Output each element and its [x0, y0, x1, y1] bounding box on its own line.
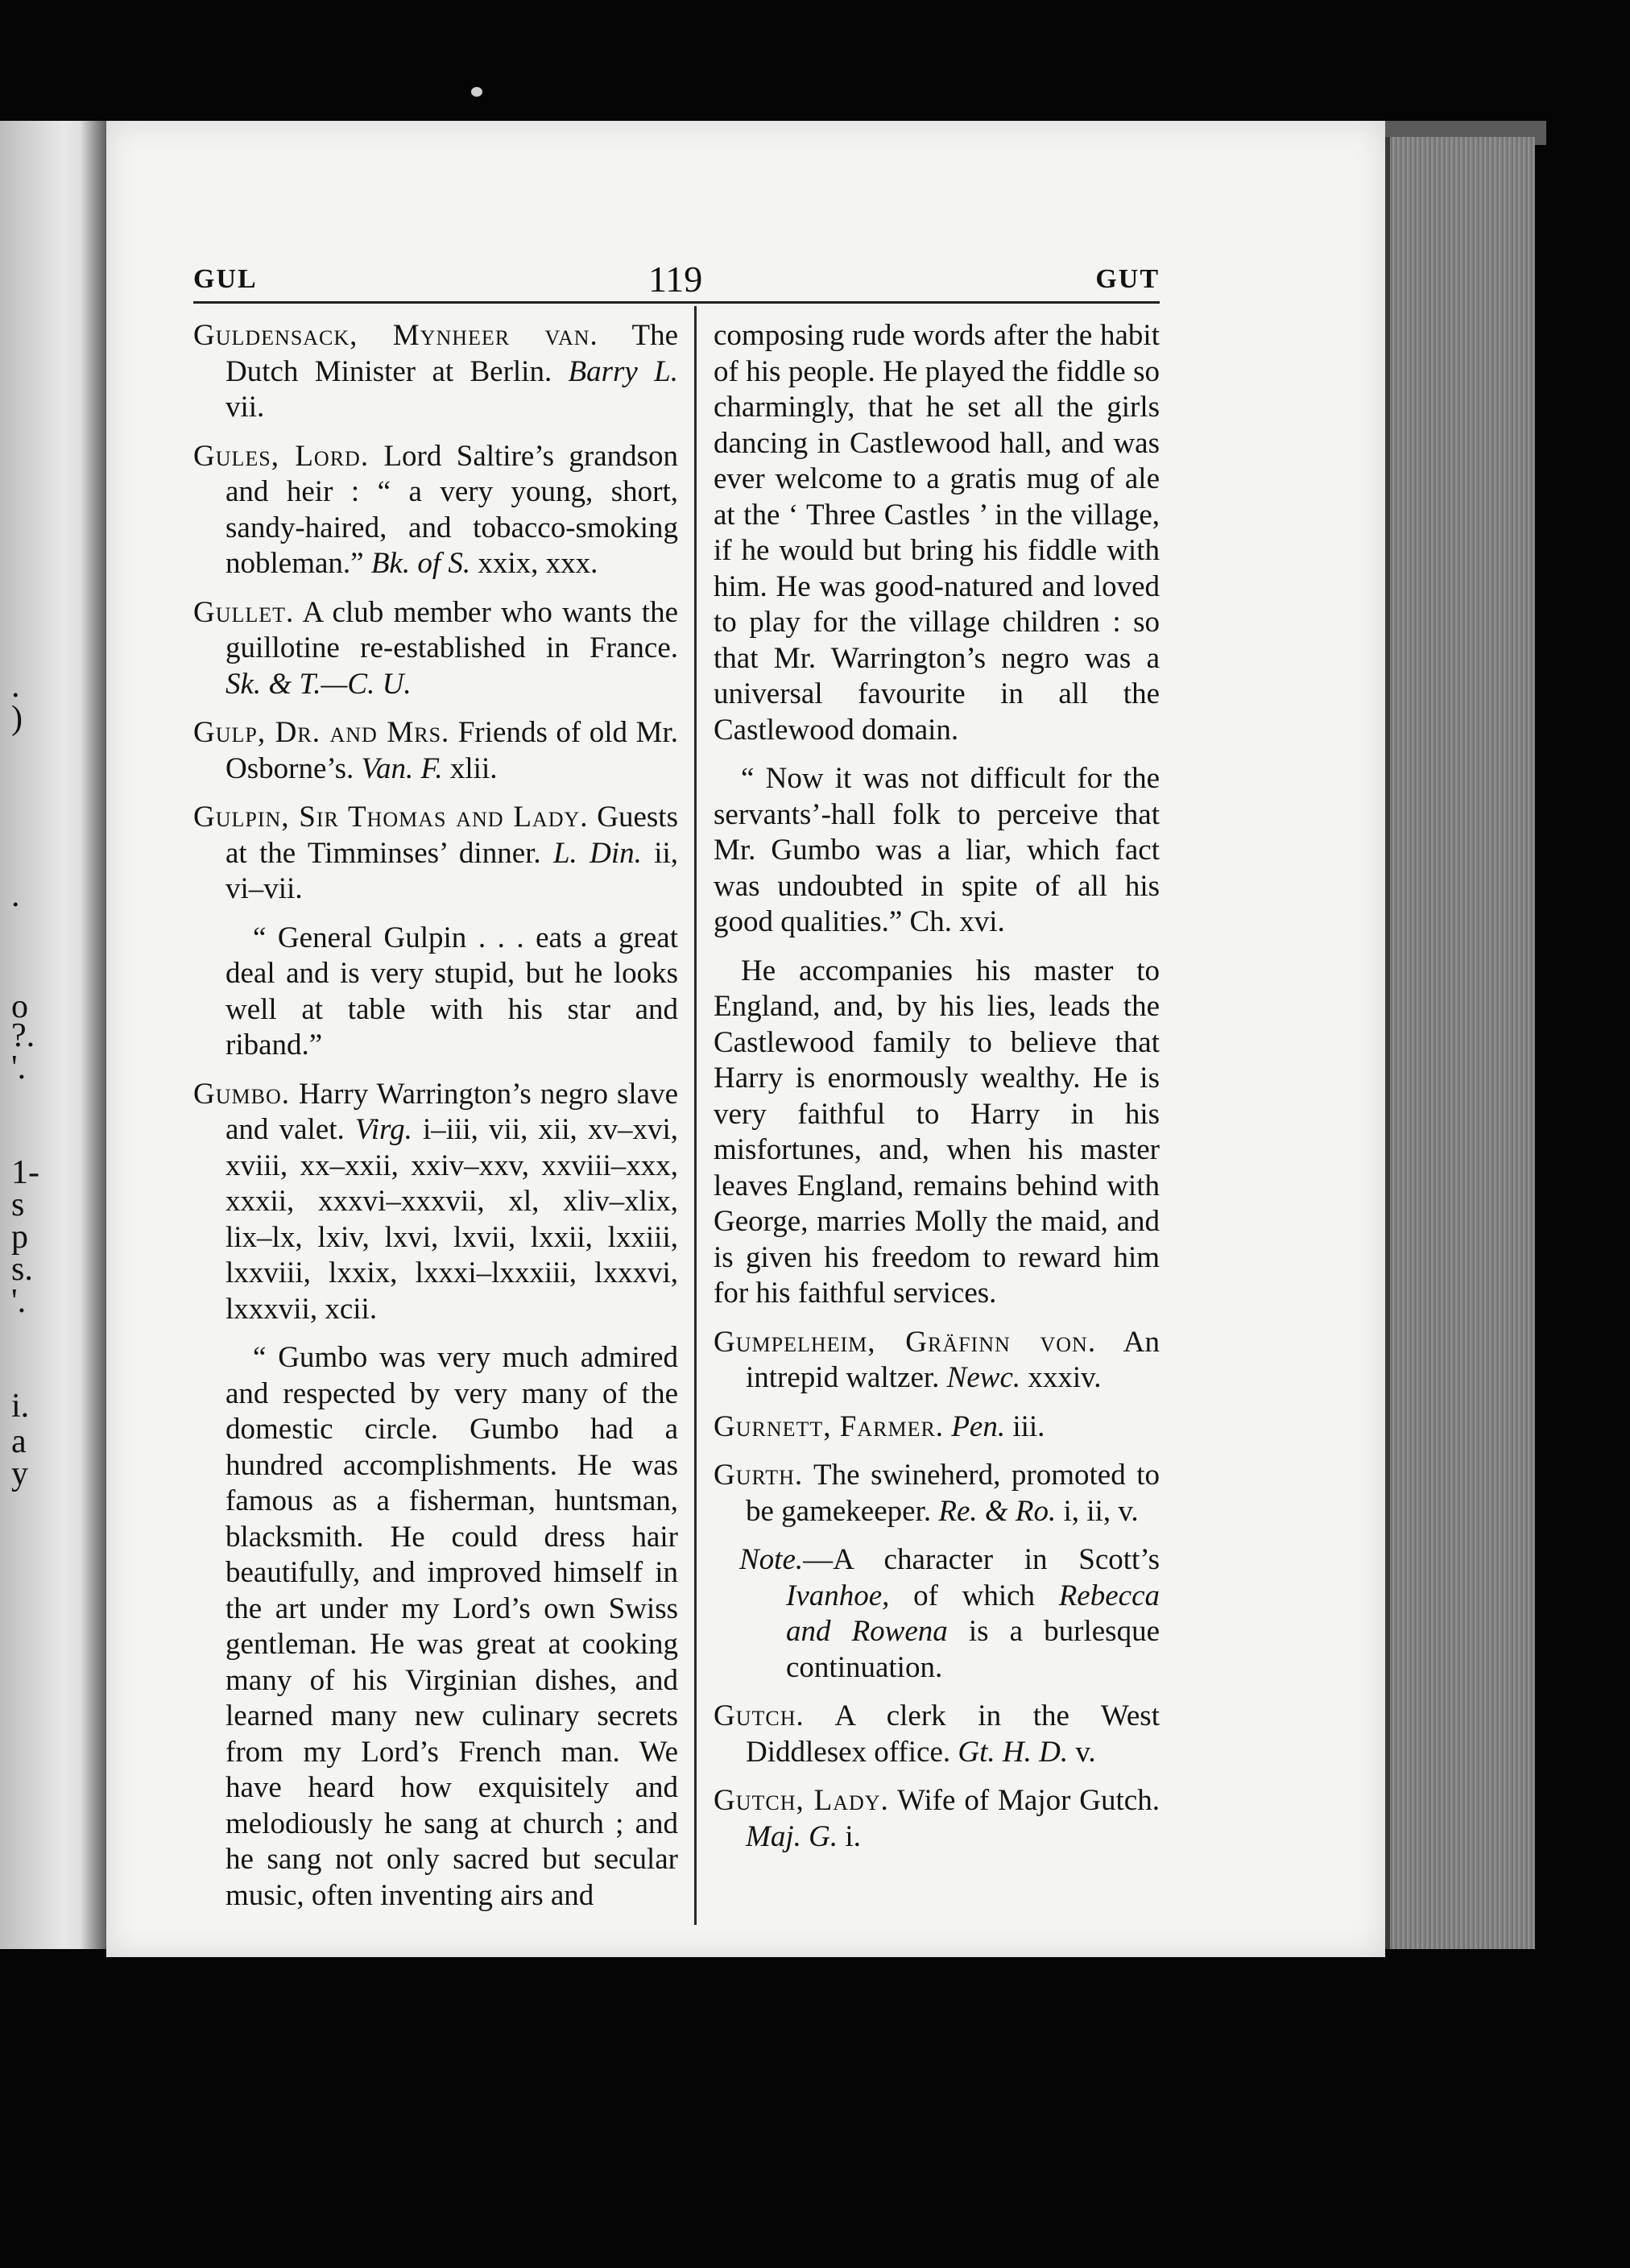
facing-page-fragment: . — [11, 668, 20, 705]
entry-reference-tail: i, ii, v. — [1056, 1494, 1139, 1528]
entry-headword: Gumpelheim, Gräfinn von. — [714, 1325, 1097, 1359]
entry-quotation — [193, 921, 678, 1064]
entry-text: The swineherd, promoted to be gamekeeper. — [746, 1459, 1160, 1528]
column-divider — [694, 306, 697, 1925]
entry-reference-tail: iii. — [1005, 1409, 1045, 1443]
left-column — [193, 318, 678, 1927]
entry-headword: Gutch. — [714, 1699, 805, 1732]
entry-reference-tail: i. — [838, 1819, 861, 1853]
note-label: Note. — [739, 1543, 804, 1576]
running-head — [193, 258, 1160, 306]
facing-page-fragment: y — [11, 1455, 28, 1492]
quotation-text: composing rude words after the habit of his people. He played the fiddle so charmingly, that he set all the girls dancing in Castlewood hall, and was ever welcome to a gratis mug of ale at the ‘ Three Castles ’ in the village, if he would but bring his fiddle with him. He was good-natured and loved to play for the village children : so that Mr. Warrington’s negro was a universal favourite in all the Castlewood domain. — [714, 319, 1160, 747]
entry-reference-tail: ii, vi–vii. — [225, 836, 679, 905]
quotation-text: “ General Gulpin . . . eats a great deal and is very stupid, but he looks well at table with his star and riband.” — [225, 921, 678, 1062]
entry-reference-tail: vii. — [225, 391, 265, 424]
dust-speck — [471, 87, 482, 97]
entry-reference-tail: xxix, xxx. — [470, 547, 598, 580]
entry-headword: Gulpin, Sir Thomas and Lady. — [193, 801, 589, 834]
dictionary-entry — [193, 800, 678, 908]
entry-text: Friends of old Mr. Osborne’s. — [225, 716, 679, 785]
entry-reference: Bk. of S. — [370, 547, 471, 580]
dictionary-entry — [193, 318, 678, 426]
facing-page-fragment: i. — [11, 1388, 30, 1425]
dictionary-entry — [714, 1409, 1160, 1446]
header-rule — [193, 301, 1160, 304]
entry-text — [944, 1410, 951, 1443]
entry-reference: Re. & Ro. — [938, 1494, 1057, 1528]
facing-page-fragment: s. — [11, 1251, 33, 1288]
entry-headword: Gulp, Dr. and Mrs. — [193, 716, 450, 749]
entry-note — [714, 1542, 1160, 1686]
facing-page-fragment: 1- — [11, 1154, 39, 1191]
note-title: Rebecca and Rowena — [786, 1579, 1160, 1648]
entry-reference-tail: i–iii, vii, xii, xv–xvi, xviii, xx–xxii, xxiv–xxv, xxviii–xxx, xxxii, xxxvi–xxxvii, xl, xliv–xlix, lix–lx, lxiv, lxvi, lxvii, lxxii, lxxiii, lxxviii, lxxix, lxxxi–lxxxiii, lxxxvi, lxxxvii, xcii. — [225, 1113, 678, 1326]
entry-headword: Gurth. — [714, 1459, 804, 1492]
entry-reference-tail: xxxiv. — [1020, 1361, 1102, 1394]
entry-reference: Newc. — [946, 1361, 1021, 1394]
dictionary-entry — [193, 439, 678, 582]
dictionary-entry — [714, 1458, 1160, 1529]
entry-headword: Gules, Lord. — [193, 439, 370, 473]
running-head-left: GUL — [193, 264, 258, 294]
entry-headword: Guldensack, Mynheer van. — [193, 319, 598, 352]
dictionary-entry — [193, 595, 678, 703]
book-page-edges — [1385, 137, 1535, 1949]
facing-page-fragment: a — [11, 1423, 27, 1460]
entry-reference-tail: v. — [1068, 1735, 1096, 1769]
facing-page-fragment: p — [11, 1219, 28, 1256]
dictionary-entry — [714, 1325, 1160, 1397]
entry-quotation — [193, 1340, 678, 1914]
facing-page-fragment: ) — [11, 700, 23, 737]
entry-reference: Gt. H. D. — [958, 1735, 1069, 1769]
entry-reference: Van. F. — [361, 751, 443, 785]
note-text: —A character in Scott’s — [803, 1543, 1160, 1576]
continued-quotation — [714, 318, 1160, 748]
facing-page-text-fragments — [0, 0, 48, 2268]
facing-page-fragment: o — [11, 988, 28, 1025]
entry-reference: Maj. G. — [746, 1819, 838, 1853]
entry-paragraph — [714, 954, 1160, 1312]
note-title: Ivanhoe, — [786, 1579, 890, 1612]
facing-page-fragment: s — [11, 1186, 25, 1223]
note-text: of which — [889, 1579, 1059, 1612]
quotation-text: “ Gumbo was very much admired and respected by very many of the domestic circle. Gumbo had a hundred accomplishments. He was famous as a fisherman, huntsman, blacksmith. He could dress hair beautifully, and improved himself in the art under my Lord’s own Swiss gentleman. He was great at cooking many of his Virginian dishes, and learned many new culinary secrets from my Lord’s French man. We have heard how exquisitely and melodiously he sang at church ; and he sang not only sacred but secular music, often inventing airs and — [225, 1341, 678, 1912]
entry-reference: Barry L. — [568, 354, 678, 388]
facing-page-fragment: . — [11, 877, 20, 914]
dictionary-entry — [193, 715, 678, 787]
facing-page-fragment: ?. — [11, 1017, 35, 1054]
entry-headword: Gutch, Lady. — [714, 1784, 889, 1817]
entry-headword: Gullet. — [193, 595, 295, 629]
running-head-right: GUT — [1095, 264, 1160, 294]
entry-headword: Gumbo. — [193, 1077, 290, 1111]
entry-text: Wife of Major Gutch. — [888, 1784, 1160, 1817]
paragraph-text: “ Now it was not difficult for the servants’-hall folk to perceive that Mr. Gumbo was a liar, which fact was undoubted in spite of all his good qualities.” Ch. xvi. — [714, 762, 1160, 938]
entry-reference-tail: xlii. — [442, 751, 498, 785]
entry-text: The Dutch Minister at Berlin. — [225, 319, 678, 388]
entry-text: A clerk in the West Diddlesex office. — [746, 1699, 1160, 1769]
entry-text: Guests at the Timminses’ dinner. — [225, 801, 678, 870]
entry-reference: Pen. — [951, 1409, 1006, 1443]
dictionary-entry — [714, 1783, 1160, 1855]
right-column — [714, 318, 1160, 1868]
entry-text: Harry Warrington’s negro slave and valet. — [225, 1077, 678, 1146]
dictionary-entry — [714, 1699, 1160, 1770]
entry-headword: Gurnett, Farmer. — [714, 1409, 945, 1443]
facing-page-fragment: '. — [11, 1049, 27, 1086]
dictionary-entry — [193, 1077, 678, 1328]
entry-reference: Sk. & T.—C. U. — [225, 667, 412, 701]
entry-reference: L. Din. — [552, 836, 642, 870]
entry-text: A club member who wants the guillotine re-established in France. — [225, 595, 678, 664]
entry-reference: Virg. — [354, 1113, 412, 1146]
entry-text: An intrepid waltzer. — [746, 1325, 1160, 1394]
note-text: is a burlesque continuation. — [786, 1615, 1160, 1684]
entry-paragraph — [714, 761, 1160, 941]
page-number: 119 — [648, 259, 703, 300]
facing-page-fragment: '. — [11, 1283, 27, 1320]
entry-text: Lord Saltire’s grandson and heir : “ a very young, short, sandy-haired, and tobacco-smoking nobleman.” — [225, 439, 679, 580]
paragraph-text: He accompanies his master to England, and, by his lies, leads the Castlewood family to believe that Harry is enormously wealthy. He is very faithful to Harry in his misfortunes, and, when his master leaves England, remains behind with George, marries Molly the maid, and is given his freedom to reward him for his faithful services. — [714, 954, 1160, 1310]
